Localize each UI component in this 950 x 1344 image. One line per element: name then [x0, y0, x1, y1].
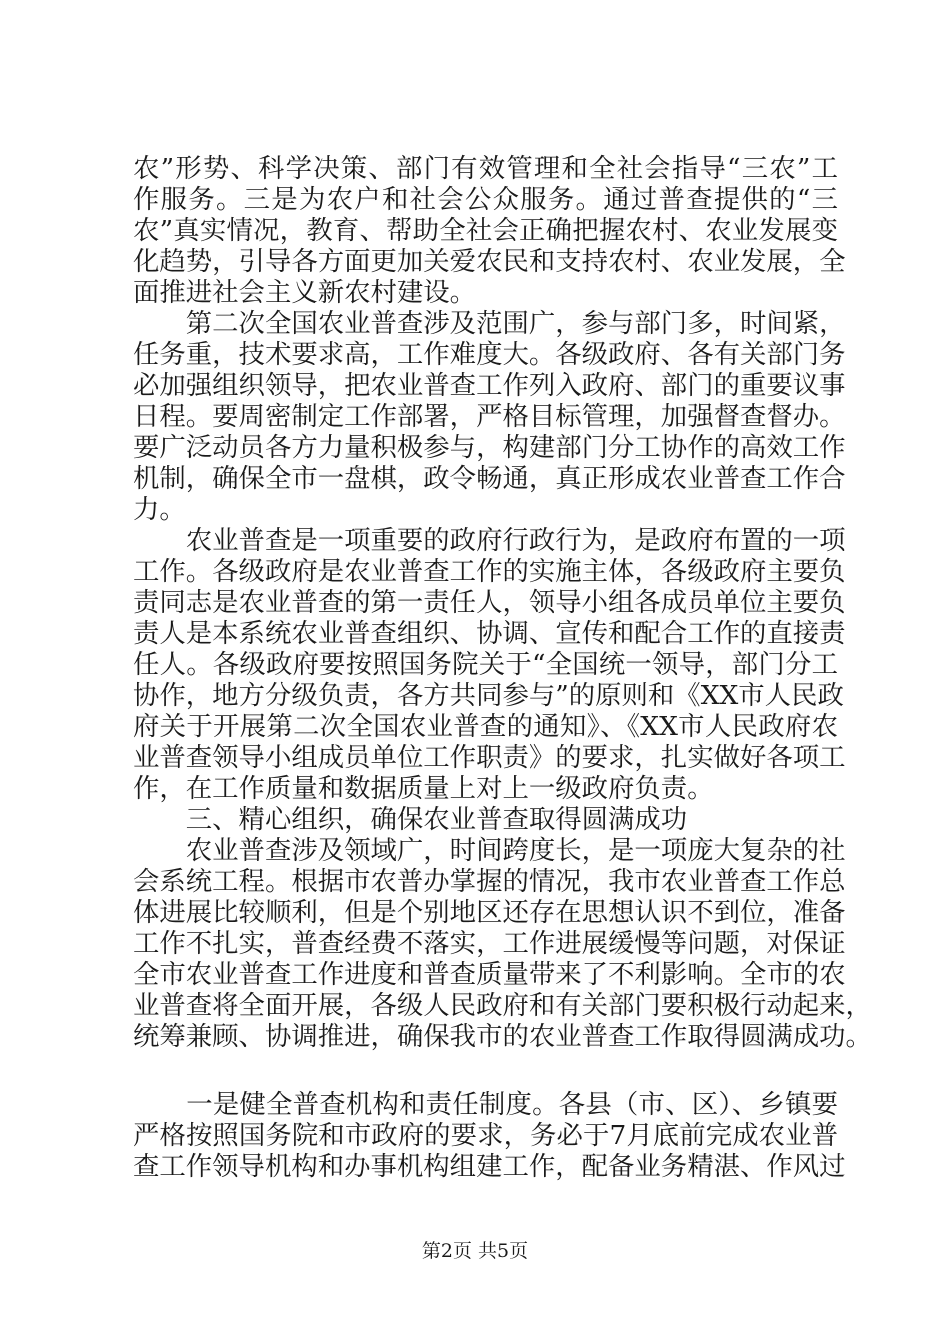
- text-line: 作，在工作质量和数据质量上对上一级政府负责。: [133, 773, 714, 804]
- text-line: 协作，地方分级负责，各方共同参与”的原则和《XX市人民政: [133, 680, 844, 711]
- text-line: 业普查领导小组成员单位工作职责》的要求，扎实做好各项工: [133, 742, 846, 773]
- text-line: 查工作领导机构和办事机构组建工作，配备业务精湛、作风过: [133, 1151, 846, 1182]
- text-line: 府关于开展第二次全国农业普查的通知》、《XX市人民政府农: [133, 711, 838, 742]
- paragraph-start-line: 第二次全国农业普查涉及范围广，参与部门多，时间紧，: [133, 308, 846, 339]
- text-line: 工作不扎实，普查经费不落实，工作进展缓慢等问题，对保证: [133, 928, 846, 959]
- paragraph-gap: [133, 1052, 838, 1089]
- text-line: 统筹兼顾、协调推进，确保我市的农业普查工作取得圆满成功。: [133, 1021, 872, 1052]
- paragraph-start-line: 一是健全普查机构和责任制度。各县（市、区）、乡镇要: [133, 1089, 838, 1120]
- section-heading: 三、精心组织，确保农业普查取得圆满成功: [133, 804, 688, 835]
- paragraph-start-line: 农业普查是一项重要的政府行政行为，是政府布置的一项: [133, 525, 846, 556]
- text-line: 全市农业普查工作进度和普查质量带来了不利影响。全市的农: [133, 959, 846, 990]
- body-text: [133, 153, 872, 1182]
- text-line: 工作。各级政府是农业普查工作的实施主体，各级政府主要负: [133, 556, 846, 587]
- text-line: 要广泛动员各方力量积极参与，构建部门分工协作的高效工作: [133, 432, 846, 463]
- text-line: 化趋势，引导各方面更加关爱农民和支持农村、农业发展，全: [133, 246, 846, 277]
- text-line: 日程。要周密制定工作部署，严格目标管理，加强督查督办。: [133, 401, 846, 432]
- text-line: 必加强组织领导，把农业普查工作列入政府、部门的重要议事: [133, 370, 846, 401]
- text-line: 任务重，技术要求高，工作难度大。各级政府、各有关部门务: [133, 339, 846, 370]
- text-line: 责同志是农业普查的第一责任人，领导小组各成员单位主要负: [133, 587, 846, 618]
- text-line: 面推进社会主义新农村建设。: [133, 277, 477, 308]
- text-line: 任人。各级政府要按照国务院关于“全国统一领导，部门分工: [133, 649, 838, 680]
- text-line: 机制，确保全市一盘棋，政令畅通，真正形成农业普查工作合: [133, 463, 846, 494]
- text-line: 责人是本系统农业普查组织、协调、宣传和配合工作的直接责: [133, 618, 846, 649]
- text-line: 作服务。三是为农户和社会公众服务。通过普查提供的“三: [133, 184, 838, 215]
- text-line: 会系统工程。根据市农普办掌握的情况，我市农业普查工作总: [133, 866, 846, 897]
- text-line: 体进展比较顺利，但是个别地区还存在思想认识不到位，准备: [133, 897, 846, 928]
- text-line: 业普查将全面开展，各级人民政府和有关部门要积极行动起来，: [133, 990, 872, 1021]
- text-line: 严格按照国务院和市政府的要求，务必于7月底前完成农业普: [133, 1120, 838, 1151]
- text-line: 农”形势、科学决策、部门有效管理和全社会指导“三农”工: [133, 153, 838, 184]
- text-line: 力。: [133, 494, 186, 525]
- page-number-footer: 第2页 共5页: [421, 1240, 529, 1262]
- paragraph-start-line: 农业普查涉及领域广，时间跨度长，是一项庞大复杂的社: [133, 835, 846, 866]
- text-line: 农”真实情况，教育、帮助全社会正确把握农村、农业发展变: [133, 215, 838, 246]
